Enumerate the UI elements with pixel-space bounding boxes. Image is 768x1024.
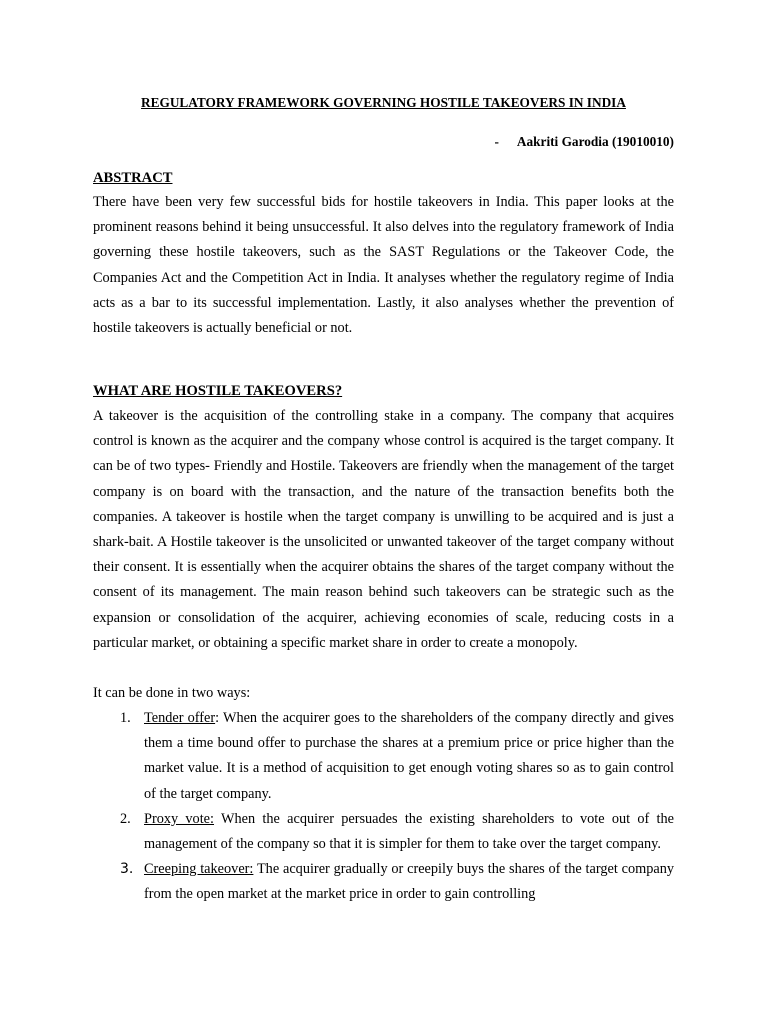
document-title: REGULATORY FRAMEWORK GOVERNING HOSTILE TAKEOVERS IN INDIA — [141, 95, 626, 110]
list-item-creeping-takeover — [93, 857, 674, 907]
document-page — [93, 0, 674, 1024]
list-text: When the acquirer persuades the existing shareholders to vote out of the management of the company so that it is simpler for them to take over the target company. — [144, 810, 674, 853]
list-text: The acquirer gradually or creepily buys the shares of the target company from the open market at the market price in order to gain controlling — [144, 861, 675, 903]
list-item-proxy-vote — [93, 807, 674, 857]
list-item-tender-offer — [93, 706, 674, 807]
list-term: Creeping takeover: — [144, 861, 254, 878]
section-heading-hostile-takeovers: WHAT ARE HOSTILE TAKEOVERS? — [93, 383, 343, 399]
author-line — [494, 134, 674, 150]
section-paragraph-hostile-takeovers: A takeover is the acquisition of the controlling stake in a company. The company that acquires control is known as the acquirer and the company whose control is acquired is the target company. It can be of two types- Friendly and Hostile. Takeovers are friendly when the management of the target company is on board with the transaction, and the nature of the transaction benefits both the companies. A takeover is hostile when the target company is unwilling to be acquired and is just a shark-bait. A Hostile takeover is the unsolicited or unwanted takeover of the target company without their consent. It is essentially when the acquirer obtains the shares of the target company without the consent of its management. The main reason behind such takeovers can be strategic such as the expansion or consolidation of the acquirer, achieving economies of scale, reducing costs in a particular market, or obtaining a specific market share in order to create a monopoly. — [93, 408, 674, 651]
takeover-methods-list — [93, 706, 674, 908]
list-number: 2. — [120, 810, 131, 827]
author-dash: - — [494, 134, 499, 149]
list-number: 3. — [120, 861, 134, 878]
list-intro: It can be done in two ways: — [93, 685, 251, 701]
abstract-heading: ABSTRACT — [93, 170, 173, 186]
list-text: : When the acquirer goes to the shareholders of the company directly and gives them a time bound offer to purchase the shares at a premium price or price higher than the market value. It is a method of acquisition to get enough voting shares so as to gain control of the target company. — [144, 710, 674, 802]
list-term: Tender offer — [144, 710, 216, 726]
author-name: Aakriti Garodia (19010010) — [516, 134, 674, 149]
list-term: Proxy vote: — [144, 810, 215, 827]
list-number: 1. — [120, 710, 131, 726]
abstract-paragraph: There have been very few successful bids for hostile takeovers in India. This paper looks at the prominent reasons behind it being unsuccessful. It also delves into the regulatory framework of India governing these hostile takeovers, such as the SAST Regulations or the Takeover Code, the Companies Act and the Competition Act in India. It analyses whether the regulatory regime of India acts as a bar to its successful implementation. Lastly, it also analyses whether the prevention of hostile takeovers is actually beneficial or not. — [93, 194, 674, 337]
